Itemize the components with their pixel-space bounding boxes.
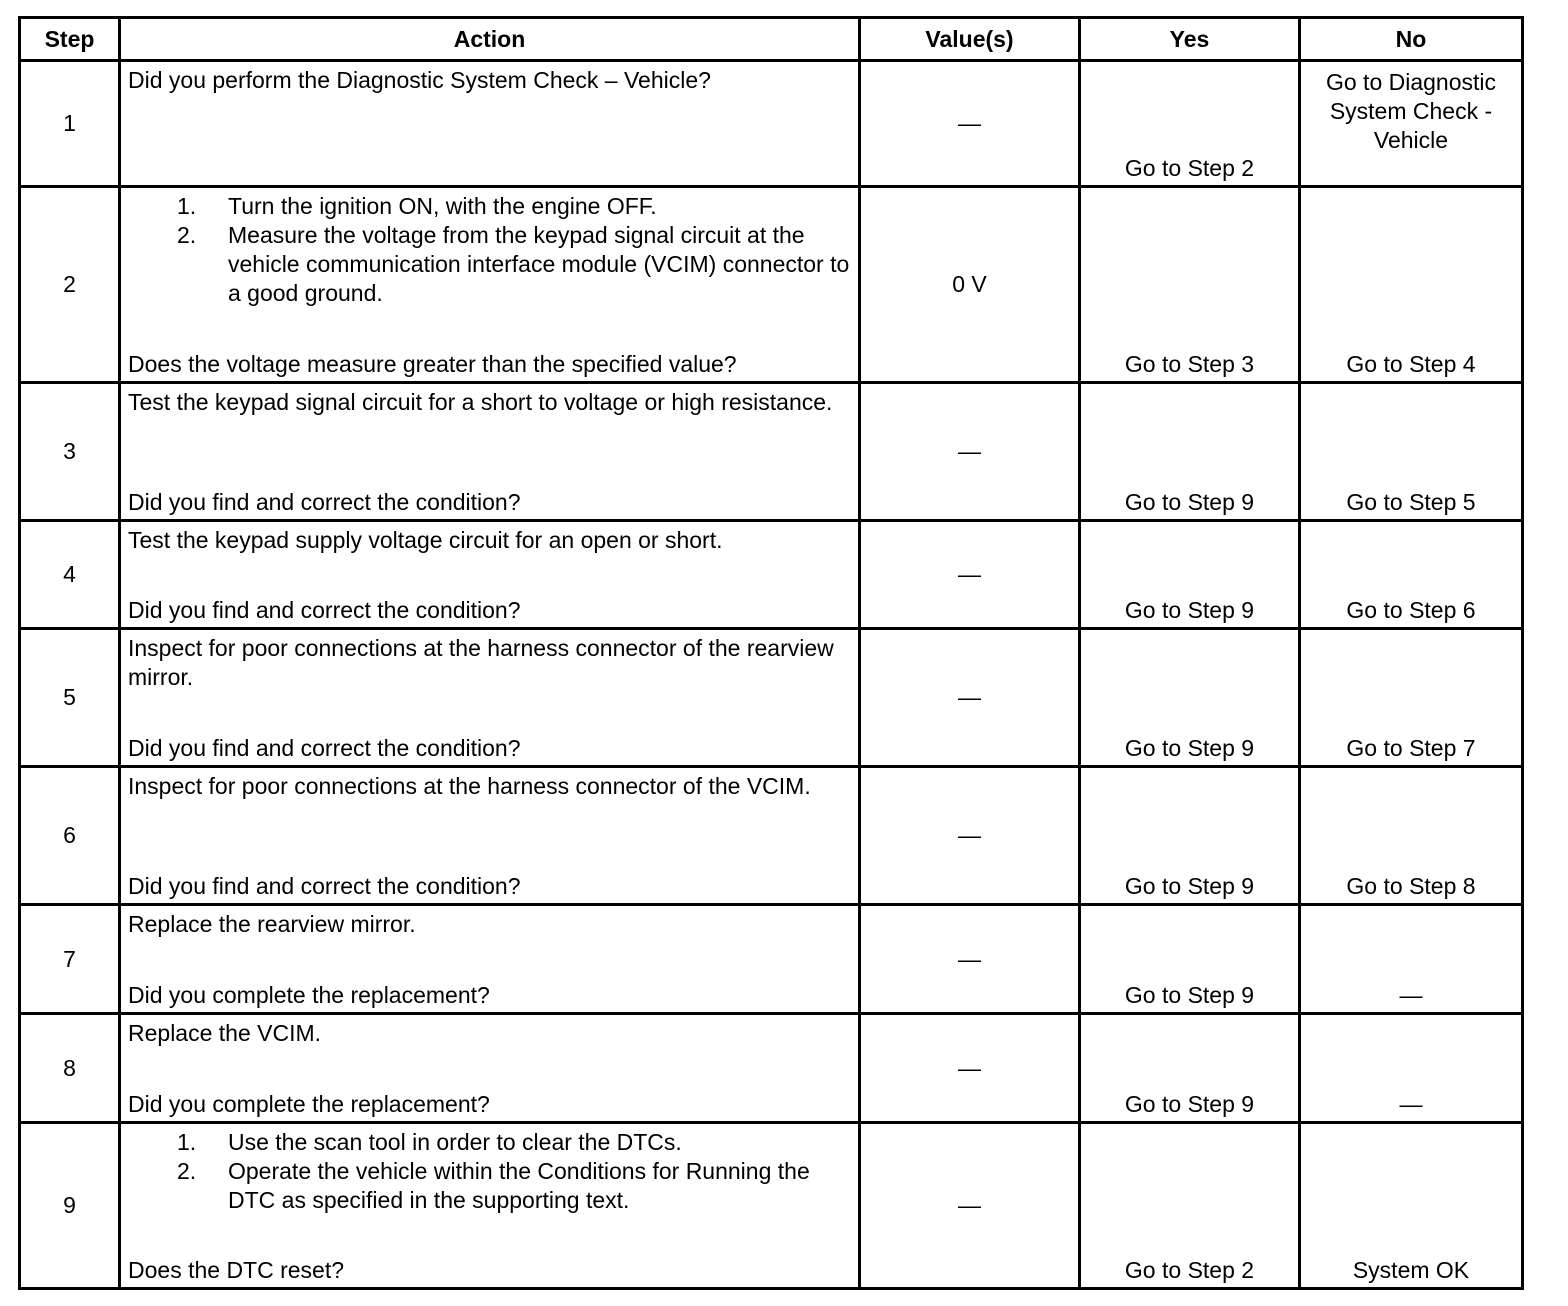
no-cell	[1300, 1123, 1523, 1289]
step-number: 8	[20, 1014, 120, 1123]
no-cell	[1300, 187, 1523, 383]
no-cell	[1300, 1014, 1523, 1123]
action-question: Did you find and correct the condition?	[128, 873, 521, 899]
yes-text: Go to Step 2	[1124, 1257, 1255, 1283]
action-question: Did you find and correct the condition?	[128, 735, 521, 761]
value-cell: —	[860, 905, 1080, 1014]
no-cell	[1300, 767, 1523, 905]
yes-text: Go to Step 9	[1124, 489, 1255, 515]
step-number: 7	[20, 905, 120, 1014]
list-item: 1. Use the scan tool in order to clear the DTCs.	[177, 1129, 682, 1155]
action-cell	[120, 629, 860, 767]
table-row	[20, 521, 1523, 629]
step-number: 2	[20, 187, 120, 383]
header-step: Step	[20, 18, 120, 61]
action-cell	[120, 1123, 860, 1289]
value-cell: —	[860, 521, 1080, 629]
step-number: 6	[20, 767, 120, 905]
no-text: Go to Step 4	[1346, 351, 1476, 377]
yes-cell	[1080, 61, 1300, 187]
action-question: Did you find and correct the condition?	[128, 597, 521, 623]
no-text: System OK	[1352, 1257, 1470, 1283]
action-cell	[120, 383, 860, 521]
yes-cell	[1080, 521, 1300, 629]
step-number: 4	[20, 521, 120, 629]
yes-cell	[1080, 767, 1300, 905]
action-question: Did you find and correct the condition?	[128, 489, 521, 515]
yes-text: Go to Step 9	[1124, 1091, 1255, 1117]
no-cell	[1300, 629, 1523, 767]
no-text: —	[1399, 982, 1423, 1008]
yes-text: Go to Step 2	[1124, 155, 1255, 181]
no-text: Go to Step 7	[1346, 735, 1476, 761]
action-cell	[120, 187, 860, 383]
no-cell	[1300, 905, 1523, 1014]
table-row	[20, 187, 1523, 383]
no-text: Go to Step 8	[1346, 873, 1476, 899]
table-row	[20, 61, 1523, 187]
header-yes: Yes	[1080, 18, 1300, 61]
yes-text: Go to Step 9	[1124, 597, 1255, 623]
no-text: —	[1399, 1091, 1423, 1117]
yes-cell	[1080, 629, 1300, 767]
step-number: 1	[20, 61, 120, 187]
list-item: 1. Turn the ignition ON, with the engine OFF.	[177, 193, 657, 219]
value-cell: 0 V	[860, 187, 1080, 383]
table-row	[20, 905, 1523, 1014]
no-cell	[1300, 61, 1523, 187]
action-text: Replace the VCIM.	[128, 1020, 322, 1046]
yes-text: Go to Step 3	[1124, 351, 1255, 377]
no-cell	[1300, 383, 1523, 521]
no-text: Go to Step 5	[1346, 489, 1476, 515]
value-cell: —	[860, 1123, 1080, 1289]
action-question: Did you complete the replacement?	[128, 1091, 490, 1117]
action-cell	[120, 1014, 860, 1123]
value-cell: —	[860, 767, 1080, 905]
action-steps-list	[128, 192, 852, 308]
action-text: Inspect for poor connections at the harness connector of the VCIM.	[128, 773, 811, 799]
action-cell	[120, 767, 860, 905]
step-number: 3	[20, 383, 120, 521]
action-text: Test the keypad supply voltage circuit for an open or short.	[128, 527, 723, 553]
no-cell	[1300, 521, 1523, 629]
table-row	[20, 1123, 1523, 1289]
yes-cell	[1080, 1014, 1300, 1123]
table-row	[20, 767, 1523, 905]
action-question: Did you complete the replacement?	[128, 982, 490, 1008]
step-number: 9	[20, 1123, 120, 1289]
yes-cell	[1080, 1123, 1300, 1289]
action-cell	[120, 521, 860, 629]
no-text: Go to Diagnostic System Check - Vehicle	[1325, 69, 1497, 153]
value-cell: —	[860, 383, 1080, 521]
header-row	[20, 18, 1523, 61]
header-no: No	[1300, 18, 1523, 61]
yes-text: Go to Step 9	[1124, 982, 1255, 1008]
table-row	[20, 383, 1523, 521]
action-question: Does the DTC reset?	[128, 1257, 345, 1283]
no-text: Go to Step 6	[1346, 597, 1476, 623]
action-cell	[120, 905, 860, 1014]
header-action: Action	[120, 18, 860, 61]
action-text: Did you perform the Diagnostic System Check – Vehicle?	[128, 67, 711, 93]
value-cell: —	[860, 61, 1080, 187]
yes-text: Go to Step 9	[1124, 735, 1255, 761]
action-steps-list	[128, 1128, 852, 1215]
action-text: Inspect for poor connections at the harness connector of the rearview mirror.	[128, 635, 834, 690]
list-item: 2. Measure the voltage from the keypad signal circuit at the vehicle communication interface module (VCIM) connector to a good ground.	[177, 222, 850, 306]
action-cell	[120, 61, 860, 187]
action-question: Does the voltage measure greater than the specified value?	[128, 351, 737, 377]
value-cell: —	[860, 1014, 1080, 1123]
table-row	[20, 629, 1523, 767]
action-text: Test the keypad signal circuit for a short to voltage or high resistance.	[128, 389, 833, 415]
yes-cell	[1080, 383, 1300, 521]
action-text: Replace the rearview mirror.	[128, 911, 416, 937]
step-number: 5	[20, 629, 120, 767]
table-row	[20, 1014, 1523, 1123]
header-values: Value(s)	[860, 18, 1080, 61]
diagnostic-table	[18, 16, 1524, 1290]
yes-cell	[1080, 905, 1300, 1014]
yes-text: Go to Step 9	[1124, 873, 1255, 899]
yes-cell	[1080, 187, 1300, 383]
list-item: 2. Operate the vehicle within the Conditions for Running the DTC as specified in the supporting text.	[177, 1158, 810, 1213]
value-cell: —	[860, 629, 1080, 767]
